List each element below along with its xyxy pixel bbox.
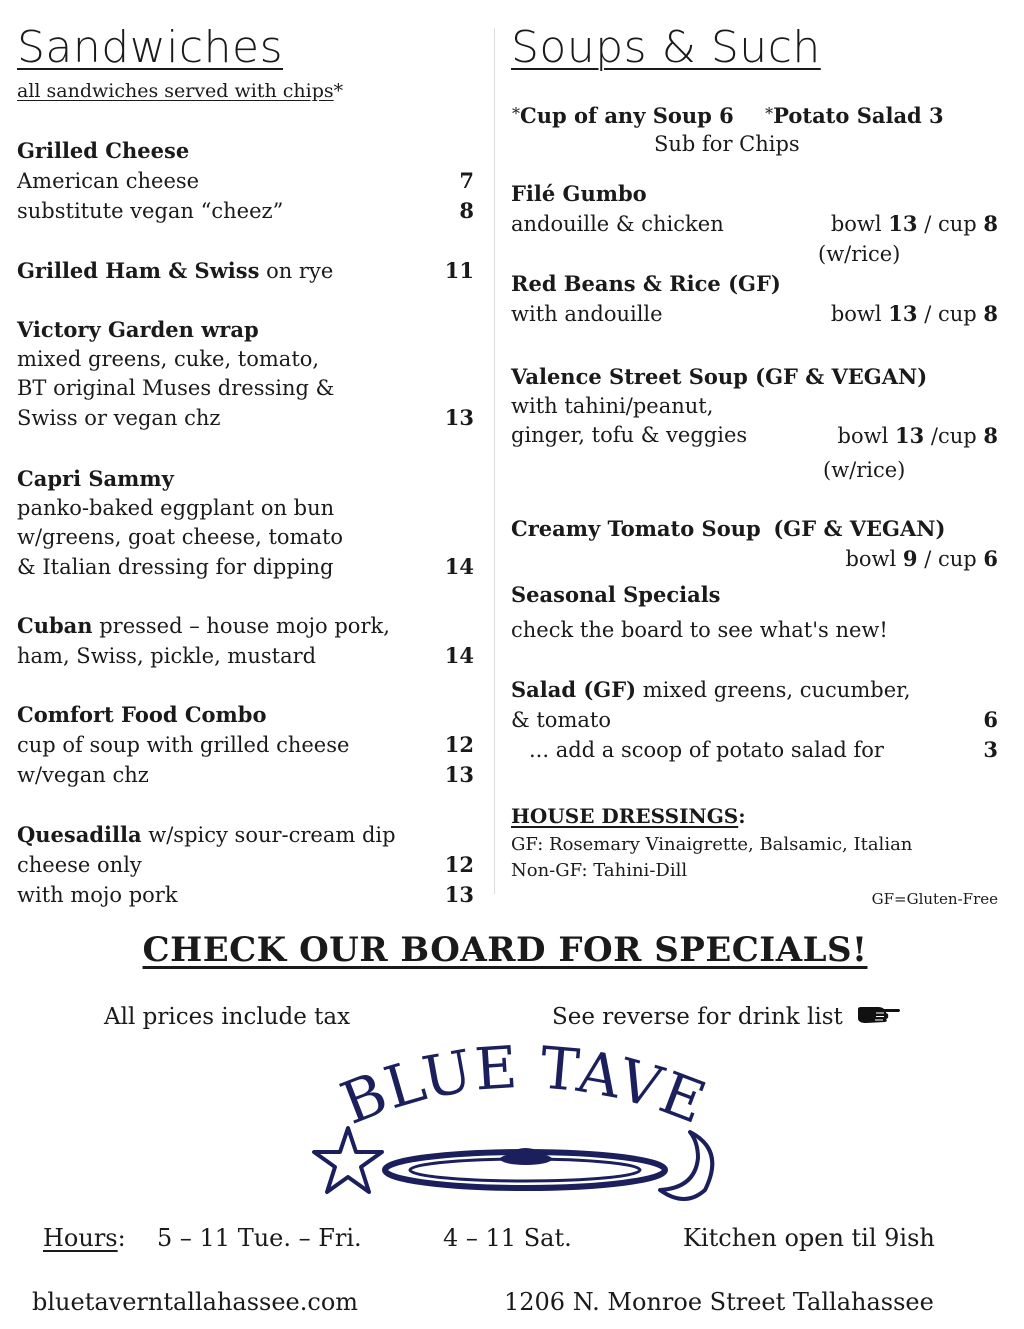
grilled-cheese-price: 7 [459, 168, 474, 193]
cuban-item: Cuban pressed – house mojo pork, ham, Swiss, pickle, mustard [17, 613, 390, 668]
gumbo-item: Filé Gumbo andouille & chicken [511, 181, 724, 236]
address: 1206 N. Monroe Street Tallahassee [504, 1288, 934, 1316]
victory-garden-item: Victory Garden wrap mixed greens, cuke, tomato, BT original Muses dressing & Swiss or vegan chz [17, 317, 335, 430]
tomato-soup-item: Creamy Tomato Soup (GF & VEGAN) [511, 516, 946, 541]
tomato-soup-price: bowl 9 / cup 6 [845, 546, 998, 571]
blue-tavern-logo [300, 1040, 730, 1210]
weekday-hours: 5 – 11 Tue. – Fri. [157, 1224, 362, 1252]
kitchen-hours: Kitchen open til 9ish [683, 1224, 935, 1252]
logo-text: BLUE TAVE [331, 1040, 716, 1138]
gf-legend: GF=Gluten-Free [871, 890, 998, 908]
pointing-hand-icon [856, 1004, 902, 1026]
column-divider [494, 28, 495, 894]
sides-line: *Cup of any Soup 6 *Potato Salad 3 [512, 103, 944, 128]
salad-item: Salad (GF) mixed greens, cucumber, & tomato ... add a scoop of potato salad for [511, 677, 911, 762]
star-icon [314, 1128, 382, 1192]
salad-price: 6 [983, 707, 998, 732]
comfort-combo-item: Comfort Food Combo cup of soup with grilled cheese w/vegan chz [17, 702, 350, 787]
gumbo-note: (w/rice) [818, 242, 901, 266]
comfort-combo-vegan-price: 13 [444, 762, 474, 787]
seasonal-specials-title: Seasonal Specials [511, 582, 721, 607]
grilled-cheese-item: Grilled Cheese American cheese substitute vegan “cheez” [17, 138, 284, 223]
valence-soup-price: bowl 13 /cup 8 [837, 423, 998, 448]
sandwiches-title: Sandwiches [17, 22, 283, 73]
tax-note: All prices include tax [104, 1004, 351, 1030]
saturn-planet-icon [385, 1148, 665, 1188]
capri-sammy-item: Capri Sammy panko-baked eggplant on bun w/greens, goat cheese, tomato & Italian dressing for dipping [17, 466, 344, 579]
website: bluetaverntallahassee.com [32, 1288, 359, 1316]
quesadilla-pork-price: 13 [444, 882, 474, 907]
red-beans-item: Red Beans & Rice (GF) with andouille [511, 271, 781, 326]
seasonal-specials-note: check the board to see what's new! [511, 618, 888, 642]
cuban-price: 14 [444, 643, 474, 668]
gumbo-price: bowl 13 / cup 8 [830, 211, 998, 236]
vegan-cheez-price: 8 [459, 198, 474, 223]
quesadilla-cheese-price: 12 [444, 852, 474, 877]
svg-text:BLUE TAVERN [300, 1040, 716, 1138]
ham-swiss-item: Grilled Ham & Swiss on rye [17, 258, 334, 283]
crescent-moon-icon [660, 1132, 712, 1199]
non-gf-dressings: Non-GF: Tahini-Dill [511, 860, 688, 881]
victory-garden-price: 13 [444, 405, 474, 430]
quesadilla-item: Quesadilla w/spicy sour-cream dip cheese only with mojo pork [17, 822, 396, 907]
sides-note: Sub for Chips [654, 132, 800, 156]
valence-soup-note: (w/rice) [823, 458, 906, 482]
comfort-combo-price: 12 [444, 732, 474, 757]
reverse-note: See reverse for drink list [552, 1004, 902, 1030]
valence-soup-item: Valence Street Soup (GF & VEGAN) with tahini/peanut, ginger, tofu & veggies [511, 364, 928, 447]
gf-dressings: GF: Rosemary Vinaigrette, Balsamic, Italian [511, 834, 913, 855]
house-dressings-title: HOUSE DRESSINGS: [511, 804, 746, 828]
potato-scoop-price: 3 [983, 737, 998, 762]
ham-swiss-price: 11 [444, 258, 474, 283]
red-beans-price: bowl 13 / cup 8 [830, 301, 998, 326]
saturday-hours: 4 – 11 Sat. [443, 1224, 572, 1252]
specials-banner: CHECK OUR BOARD FOR SPECIALS! [142, 930, 868, 970]
capri-sammy-price: 14 [444, 554, 474, 579]
hours-label: Hours: [43, 1224, 126, 1252]
soups-title: Soups & Such [511, 22, 821, 73]
sandwiches-subtitle: all sandwiches served with chips* [17, 80, 344, 102]
